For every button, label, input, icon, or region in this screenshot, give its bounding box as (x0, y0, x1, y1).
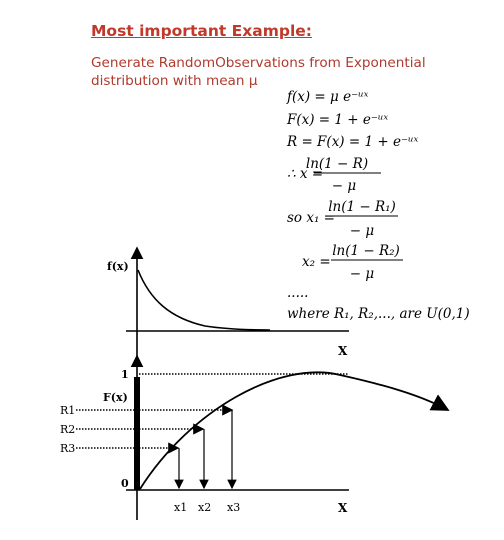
x1-label: x1 (174, 501, 188, 514)
pdf-y-label: f(x) (107, 260, 129, 273)
pdf-curve (138, 270, 270, 330)
fraction-2-denominator: − μ (349, 223, 375, 239)
cdf-x-label: X (338, 501, 348, 515)
continuation-dots: ..... (287, 285, 309, 301)
so-x1: so x₁ = (287, 210, 335, 226)
cdf-curve-label: F(x) (103, 391, 128, 404)
cdf-plot (60, 356, 448, 520)
uniform-range-bar (134, 377, 140, 490)
cdf-zero-label: 0 (121, 477, 129, 490)
x2-equals: x₂ = (302, 254, 331, 270)
slide-title: Most important Example: (91, 22, 312, 40)
x2-label: x2 (198, 501, 212, 514)
cdf-curve (140, 372, 448, 489)
fraction-1-numerator: ln(1 − R) (305, 156, 369, 172)
r3-label: R3 (60, 442, 76, 455)
fraction-2-numerator: ln(1 − R₁) (328, 199, 396, 215)
therefore-x: ∴ x = (287, 166, 324, 182)
subtitle-line-1: Generate RandomObservations from Exponential (91, 55, 426, 71)
cdf-one-label: 1 (121, 368, 129, 381)
subtitle-line-2: distribution with mean μ (91, 73, 258, 89)
cdf-equation: F(x) = 1 + e⁻ᵘˣ (287, 112, 389, 128)
equations (286, 89, 470, 322)
pdf-equation: f(x) = μ e⁻ᵘˣ (287, 89, 369, 105)
r2-label: R2 (60, 423, 76, 436)
fraction-1-denominator: − μ (331, 178, 357, 194)
r-definition: R = F(x) = 1 + e⁻ᵘˣ (287, 134, 419, 150)
pdf-x-label: X (338, 344, 348, 358)
where-uniform: where R₁, R₂,..., are U(0,1) (287, 306, 470, 322)
x3-label: x3 (227, 501, 241, 514)
fraction-3-numerator: ln(1 − R₂) (332, 243, 400, 259)
fraction-3-denominator: − μ (349, 266, 375, 282)
r1-label: R1 (60, 404, 76, 417)
